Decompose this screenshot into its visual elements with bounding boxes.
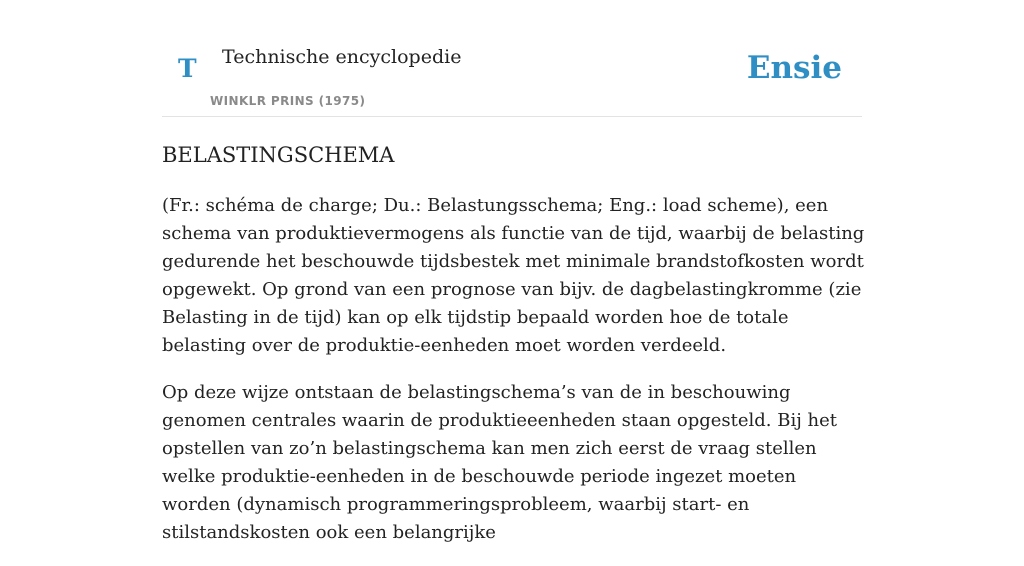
book-logo-icon[interactable]: T xyxy=(178,54,197,83)
article-paragraph: (Fr.: schéma de charge; Du.: Belastungsschema; Eng.: load scheme), een schema van produktievermogens als functie van de tijd, waarbij de belasting gedurende het beschouwde tijdsbestek met minimale brandstofkosten wordt opgewekt. Op grond van een prognose van bijv. de dagbelastingkromme (zie Belasting in de tijd) kan op elk tijdstip bepaald worden hoe de totale belasting over de produktie-eenheden moet worden verdeeld. xyxy=(162,195,865,356)
source-label: WINKLR PRINS (1975) xyxy=(210,94,366,108)
book-title[interactable]: Technische encyclopedie xyxy=(222,46,462,68)
article xyxy=(162,140,866,566)
brand-logo[interactable]: Ensie xyxy=(746,50,842,86)
article-headword: BELASTINGSCHEMA xyxy=(162,143,395,167)
header xyxy=(162,40,862,117)
article-paragraph: Op deze wijze ontstaan de belastingschema’s van de in beschouwing genomen centrales waarin de produktieeenheden staan opgesteld. Bij het opstellen van zo’n belastingschema kan men zich eerst de vraag stellen welke produktie-eenheden in de beschouwde periode ingezet moeten worden (dynamisch programmeringsprobleem, waarbij start- en stilstandskosten ook een belangrijke xyxy=(162,382,837,543)
